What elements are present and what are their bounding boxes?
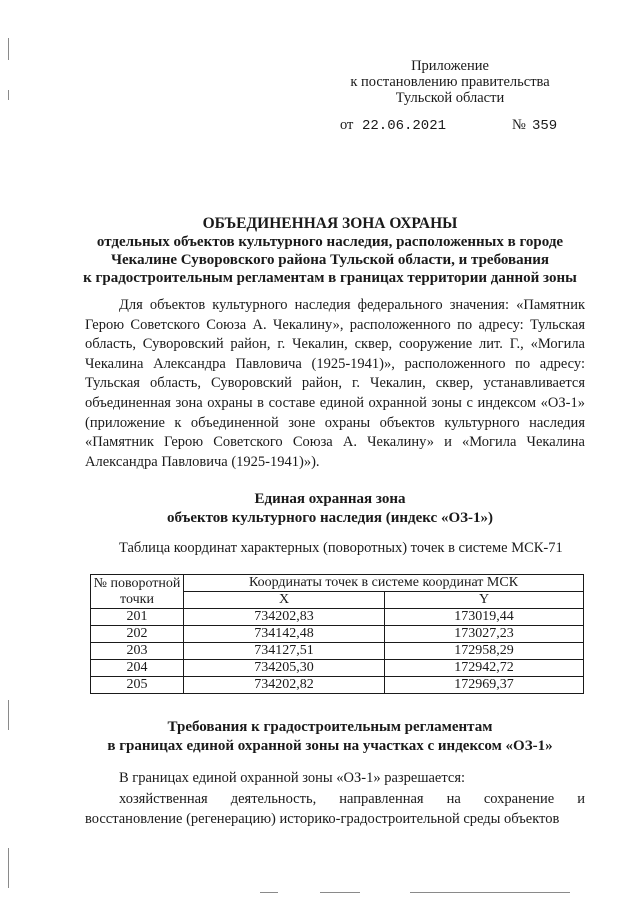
number-value: 359: [532, 118, 558, 134]
appendix-line: Приложение: [411, 58, 489, 74]
point-cell: 204: [91, 660, 184, 677]
table-header-row: [91, 575, 584, 592]
x-cell: 734202,82: [184, 677, 385, 694]
table-caption: Таблица координат характерных (поворотных) точек в системе МСК-71: [119, 540, 563, 556]
date-value: 22.06.2021: [362, 118, 447, 134]
y-cell: 173019,44: [385, 609, 584, 626]
header-point-line: № поворотной: [93, 575, 181, 591]
scan-artifact: [410, 892, 570, 893]
requirements-heading-line: Требования к градостроительным регламентам: [167, 719, 493, 735]
table-row: [91, 609, 584, 626]
scan-artifact: [8, 700, 9, 730]
document-title: [60, 215, 600, 287]
zone-heading-line: Единая охранная зона: [254, 491, 406, 507]
point-cell: 205: [91, 677, 184, 694]
scan-artifact: [8, 848, 9, 888]
permitted-paragraph: [85, 790, 585, 829]
table-row: [91, 677, 584, 694]
zone-heading-line: объектов культурного наследия (индекс «ОЗ-1»): [166, 510, 494, 526]
y-cell: 172969,37: [385, 677, 584, 694]
intro-paragraph: [85, 296, 585, 472]
zone-heading: [60, 490, 600, 528]
permitted-text: хозяйственная деятельность, направленная на сохранение и восстановление (регенерацию) историко-градостроительной среды объектов: [85, 791, 585, 827]
table-row: [91, 626, 584, 643]
appendix-line: Тульской области: [395, 90, 505, 106]
permitted-intro: В границах единой охранной зоны «ОЗ-1» разрешается:: [119, 770, 466, 786]
appendix-block: [320, 58, 580, 106]
scan-artifact: [8, 38, 9, 60]
intro-text: Для объектов культурного наследия федерального значения: «Памятник Герою Советского Союза А. Чекалину», расположенного по адресу: Тульская область, Суворовский район, г. Чекалин, сквер, сооружение лит. Г., «Могила Чекалина Александра Павловича (1925-1941)», расположенного по адресу: Тульская область, Суворовский район, г. Чекалин, сквер, устанавливается объединенная зона охраны в составе единой охранной зоны с индексом «ОЗ-1» (приложение к объединенной зоне охраны объектов культурного наследия «Памятник Герою Советского Союза А. Чекалину» и «Могила Чекалина Александра Павловича (1925-1941)»).: [85, 297, 585, 470]
x-cell: 734142,48: [184, 626, 385, 643]
table-row: [91, 660, 584, 677]
appendix-line: к постановлению правительства: [350, 74, 550, 90]
scan-artifact: [8, 90, 9, 100]
y-cell: 173027,23: [385, 626, 584, 643]
header-coords: Координаты точек в системе координат МСК: [184, 575, 584, 592]
requirements-heading-line: в границах единой охранной зоны на участках с индексом «ОЗ-1»: [107, 738, 553, 754]
date-prefix: от: [340, 117, 354, 133]
x-cell: 734205,30: [184, 660, 385, 677]
point-cell: 201: [91, 609, 184, 626]
requirements-heading: [60, 718, 600, 756]
scan-artifact: [320, 892, 360, 893]
header-y: Y: [385, 592, 584, 609]
header-point: [91, 575, 184, 609]
point-cell: 202: [91, 626, 184, 643]
point-cell: 203: [91, 643, 184, 660]
coordinates-table: [90, 574, 584, 694]
x-cell: 734127,51: [184, 643, 385, 660]
y-cell: 172958,29: [385, 643, 584, 660]
scan-artifact: [260, 892, 278, 893]
title-line: ОБЪЕДИНЕННАЯ ЗОНА ОХРАНЫ: [202, 215, 458, 232]
x-cell: 734202,83: [184, 609, 385, 626]
header-point-line: точки: [120, 591, 154, 607]
header-x: X: [184, 592, 385, 609]
title-line: Чекалине Суворовского района Тульской области, и требования: [110, 252, 549, 268]
number-label: №: [512, 117, 526, 133]
title-line: к градостроительным регламентам в границах территории данной зоны: [83, 270, 577, 286]
title-line: отдельных объектов культурного наследия, расположенных в городе: [96, 234, 564, 250]
table-row: [91, 643, 584, 660]
y-cell: 172942,72: [385, 660, 584, 677]
